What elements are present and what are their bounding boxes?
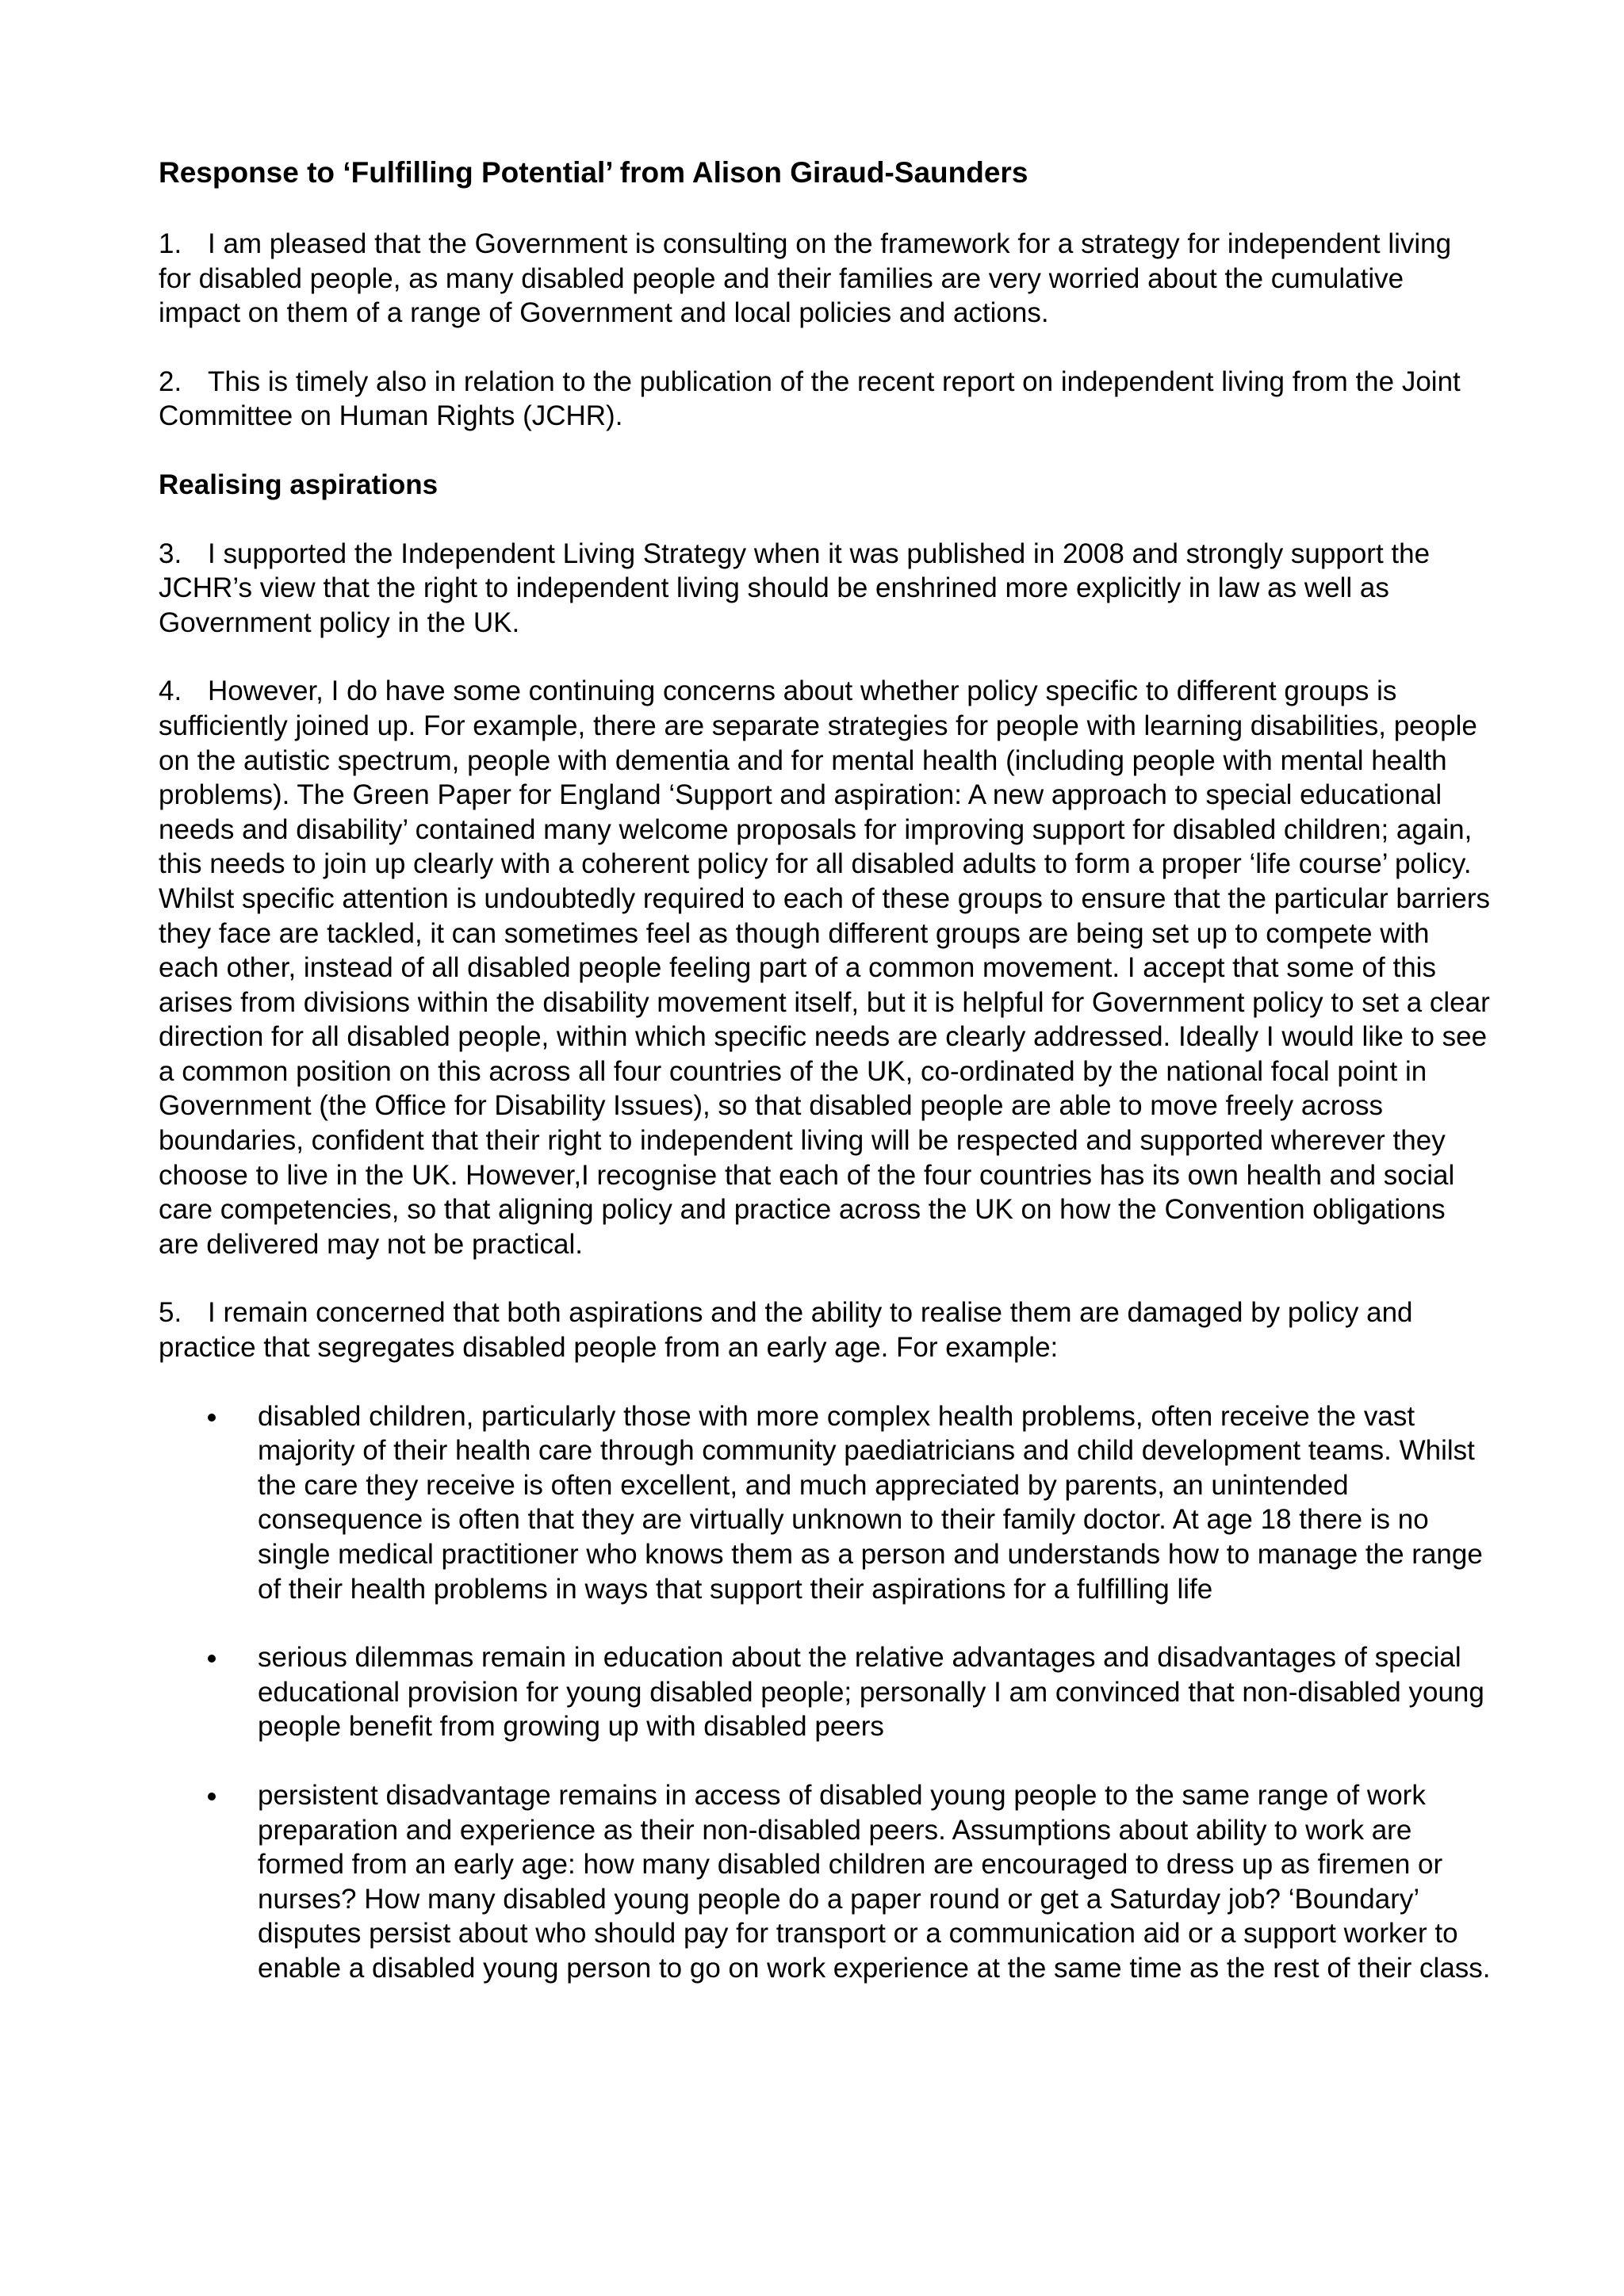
bullet-icon [208,1793,216,1800]
list-item-text: serious dilemmas remain in education about the relative advantages and disadvantages of special educational provision for young disabled people; personally I am convinced that non-disabled young people benefit from growing up with disabled peers [258,1642,1484,1743]
list-item [159,1640,1491,1744]
paragraph-4 [159,674,1491,1261]
paragraph-3 [159,537,1491,641]
bullet-icon [208,1655,216,1663]
paragraph-number: 3. [159,538,182,569]
paragraph-text: I am pleased that the Government is consulting on the framework for a strategy for independent living for disabled people, as many disabled people and their families are very worried about the cumulative impact on them of a range of Government and local policies and actions. [159,228,1452,329]
paragraph-number: 2. [159,365,182,397]
document-title: Response to ‘Fulfilling Potential’ from Alison Giraud-Saunders [159,156,1028,189]
paragraph-2 [159,365,1491,434]
bullet-list [159,1399,1491,1986]
paragraph-5 [159,1295,1491,1364]
list-item [159,1778,1491,1986]
paragraph-number: 1. [159,228,182,259]
document-page [159,155,1491,2020]
list-item-text: persistent disadvantage remains in access of disabled young people to the same range of work preparation and experience as their non-disabled peers. Assumptions about ability to work are formed from an early age: how many disabled children are encouraged to dress up as firemen or nurses? How many disabled young people do a paper round or get a Saturday job? ‘Boundary’ disputes persist about who should pay for transport or a communication aid or a support worker to enable a disabled young person to go on work experience at the same time as the rest of their class. [258,1779,1491,1984]
paragraph-text: This is timely also in relation to the publication of the recent report on independent living from the Joint Committee on Human Rights (JCHR). [159,365,1461,432]
section-heading: Realising aspirations [159,469,439,500]
paragraph-text: However, I do have some continuing concerns about whether policy specific to different groups is sufficiently joined up. For example, there are separate strategies for people with learning disabilities, people on the autistic spectrum, people with dementia and for mental health (including people with mental health problems). The Green Paper for England ‘Support and aspiration: A new approach to special educational needs and disability’ contained many welcome proposals for improving support for disabled children; again, this needs to join up clearly with a coherent policy for all disabled adults to form a proper ‘life course’ policy. Whilst specific attention is undoubtedly required to each of these groups to ensure that the particular barriers they face are tackled, it can sometimes feel as though different groups are being set up to compete with each other, instead of all disabled people feeling part of a common movement. I accept that some of this arises from divisions within the disability movement itself, but it is helpful for Government policy to set a clear direction for all disabled people, within which specific needs are clearly addressed. Ideally I would like to see a common position on this across all four countries of the UK, co-ordinated by the national focal point in Government (the Office for Disability Issues), so that disabled people are able to move freely across boundaries, confident that their right to independent living will be respected and supported wherever they choose to live in the UK. However,I recognise that each of the four countries has its own health and social care competencies, so that aligning policy and practice across the UK on how the Convention obligations are delivered may not be practical. [159,675,1490,1260]
paragraph-number: 4. [159,675,182,707]
bullet-icon [208,1414,216,1422]
paragraph-1 [159,227,1491,331]
list-item-text: disabled children, particularly those with more complex health problems, often receive the vast majority of their health care through community paediatricians and child development teams. Whilst the care they receive is often excellent, and much appreciated by parents, an unintended consequence is often that they are virtually unknown to their family doctor. At age 18 there is no single medical practitioner who knows them as a person and understands how to manage the range of their health problems in ways that support their aspirations for a fulfilling life [258,1400,1483,1605]
list-item [159,1399,1491,1607]
paragraph-text: I remain concerned that both aspirations and the ability to realise them are damaged by policy and practice that segregates disabled people from an early age. For example: [159,1297,1413,1364]
paragraph-number: 5. [159,1297,182,1329]
paragraph-text: I supported the Independent Living Strategy when it was published in 2008 and strongly support the JCHR’s view that the right to independent living should be enshrined more explicitly in law as well as Government policy in the UK. [159,538,1431,638]
